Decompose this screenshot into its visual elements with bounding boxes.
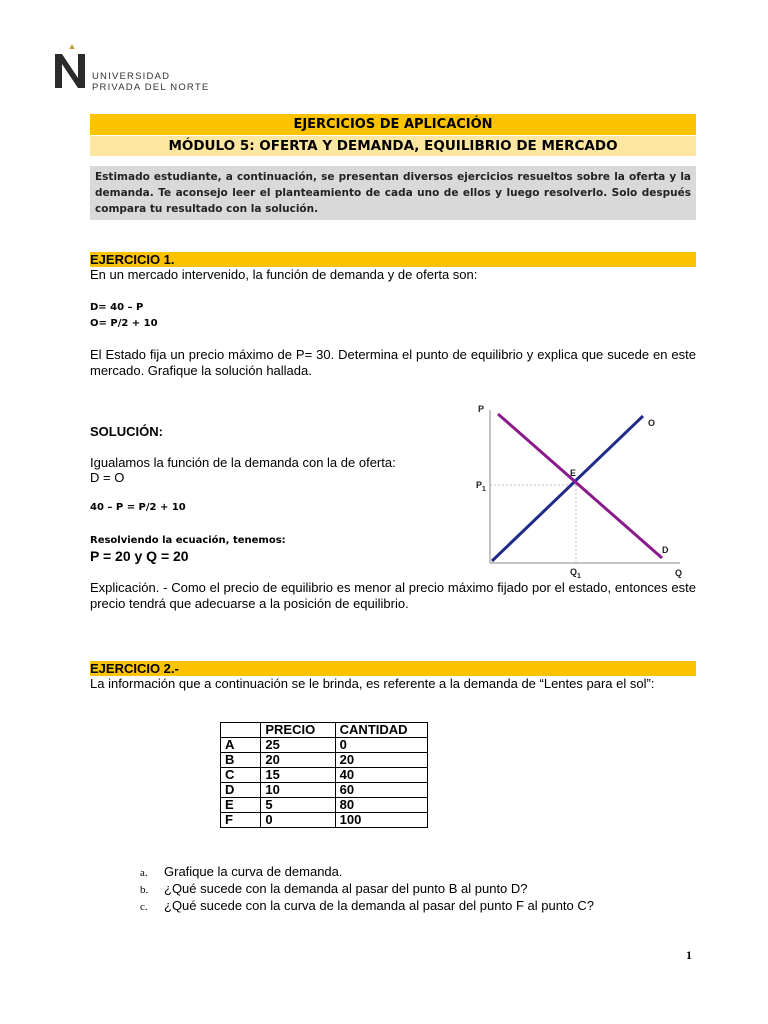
title-line-2: MÓDULO 5: OFERTA Y DEMANDA, EQUILIBRIO DE MERCADO — [90, 136, 696, 156]
table-row — [221, 798, 428, 813]
table-row — [221, 738, 428, 753]
org-line-2: PRIVADA DEL NORTE — [92, 82, 210, 93]
question-item — [140, 898, 594, 915]
org-line-1: UNIVERSIDAD — [92, 71, 171, 82]
axis-label-q: Q — [675, 568, 683, 578]
table-cell: 40 — [335, 768, 427, 783]
solution-resolve: Resolviendo la ecuación, tenemos: — [90, 535, 286, 546]
table-cell: 20 — [261, 753, 335, 768]
table-cell: 60 — [335, 783, 427, 798]
supply-demand-graph — [470, 398, 700, 580]
question-list — [140, 864, 594, 915]
price-label-p1: $P_1$ — [476, 480, 486, 493]
supply-curve — [492, 416, 643, 561]
table-cell: B — [221, 753, 261, 768]
table-cell: 80 — [335, 798, 427, 813]
solution-equation: 40 – P = P/2 + 10 — [90, 502, 186, 513]
question-text: ¿Qué sucede con la demanda al pasar del punto B al punto D? — [164, 881, 528, 896]
table-cell: D — [221, 783, 261, 798]
curve-label-d: D — [662, 545, 669, 555]
university-name — [92, 71, 209, 93]
exercise-2-heading: EJERCICIO 2.- — [90, 661, 696, 676]
table-cell: 15 — [261, 768, 335, 783]
equation-demand: D= 40 – P — [90, 302, 144, 313]
table-row — [221, 813, 428, 828]
question-label: c. — [140, 901, 148, 913]
demand-table — [220, 722, 428, 828]
table-header-row — [221, 723, 428, 738]
exercise-1-heading: EJERCICIO 1. — [90, 252, 696, 267]
table-row — [221, 753, 428, 768]
table-row — [221, 768, 428, 783]
table-cell: 5 — [261, 798, 335, 813]
exercise-2-statement: La información que a continuación se le brinda, es referente a la demanda de “Lentes para el sol”: — [90, 676, 655, 691]
question-item — [140, 881, 594, 898]
table-cell: F — [221, 813, 261, 828]
table-header-cell — [221, 723, 261, 738]
table-cell: 20 — [335, 753, 427, 768]
question-label: b. — [140, 884, 149, 896]
quantity-label-q1: $Q_1$ — [570, 567, 581, 580]
solution-explanation: Explicación. - Como el precio de equilibrio es menor al precio máximo fijado por el estado, entonces este precio tendrá que adecuarse a la posición de equilibrio. — [90, 580, 696, 611]
axis-label-p: P — [478, 404, 485, 414]
curve-label-o: O — [648, 418, 656, 428]
table-cell: 0 — [335, 738, 427, 753]
solution-line-2: D = O — [90, 470, 125, 485]
table-header-cell: CANTIDAD — [335, 723, 427, 738]
exercise-1-statement: En un mercado intervenido, la función de demanda y de oferta son: — [90, 267, 478, 282]
demand-curve — [498, 414, 662, 558]
question-text: Grafique la curva de demanda. — [164, 864, 343, 879]
table-cell: 25 — [261, 738, 335, 753]
question-item — [140, 864, 594, 881]
table-row — [221, 783, 428, 798]
intro-paragraph: Estimado estudiante, a continuación, se presentan diversos ejercicios resueltos sobre la oferta y la demanda. Te aconsejo leer el planteamiento de cada uno de ellos y luego resolverlo. Solo después compara tu resultado con la solución. — [90, 166, 696, 220]
solution-result: P = 20 y Q = 20 — [90, 548, 189, 564]
exercise-1-question: El Estado fija un precio máximo de P= 30. Determina el punto de equilibrio y explica que sucede en este mercado. Grafique la solución hallada. — [90, 347, 696, 378]
table-cell: A — [221, 738, 261, 753]
solution-line-1: Igualamos la función de la demanda con la de oferta: — [90, 455, 396, 470]
question-text: ¿Qué sucede con la curva de la demanda al pasar del punto F al punto C? — [164, 898, 594, 913]
table-cell: 10 — [261, 783, 335, 798]
table-cell: E — [221, 798, 261, 813]
table-cell: 0 — [261, 813, 335, 828]
table-header-cell: PRECIO — [261, 723, 335, 738]
table-cell: C — [221, 768, 261, 783]
equilibrium-label-e: E — [570, 468, 577, 478]
solution-heading: SOLUCIÓN: — [90, 424, 163, 439]
question-label: a. — [140, 867, 148, 879]
table-cell: 100 — [335, 813, 427, 828]
logo-n-icon — [52, 42, 92, 92]
title-line-1: EJERCICIOS DE APLICACIÓN — [90, 114, 696, 135]
page-number: 1 — [686, 948, 692, 962]
equation-supply: O= P/2 + 10 — [90, 318, 158, 329]
